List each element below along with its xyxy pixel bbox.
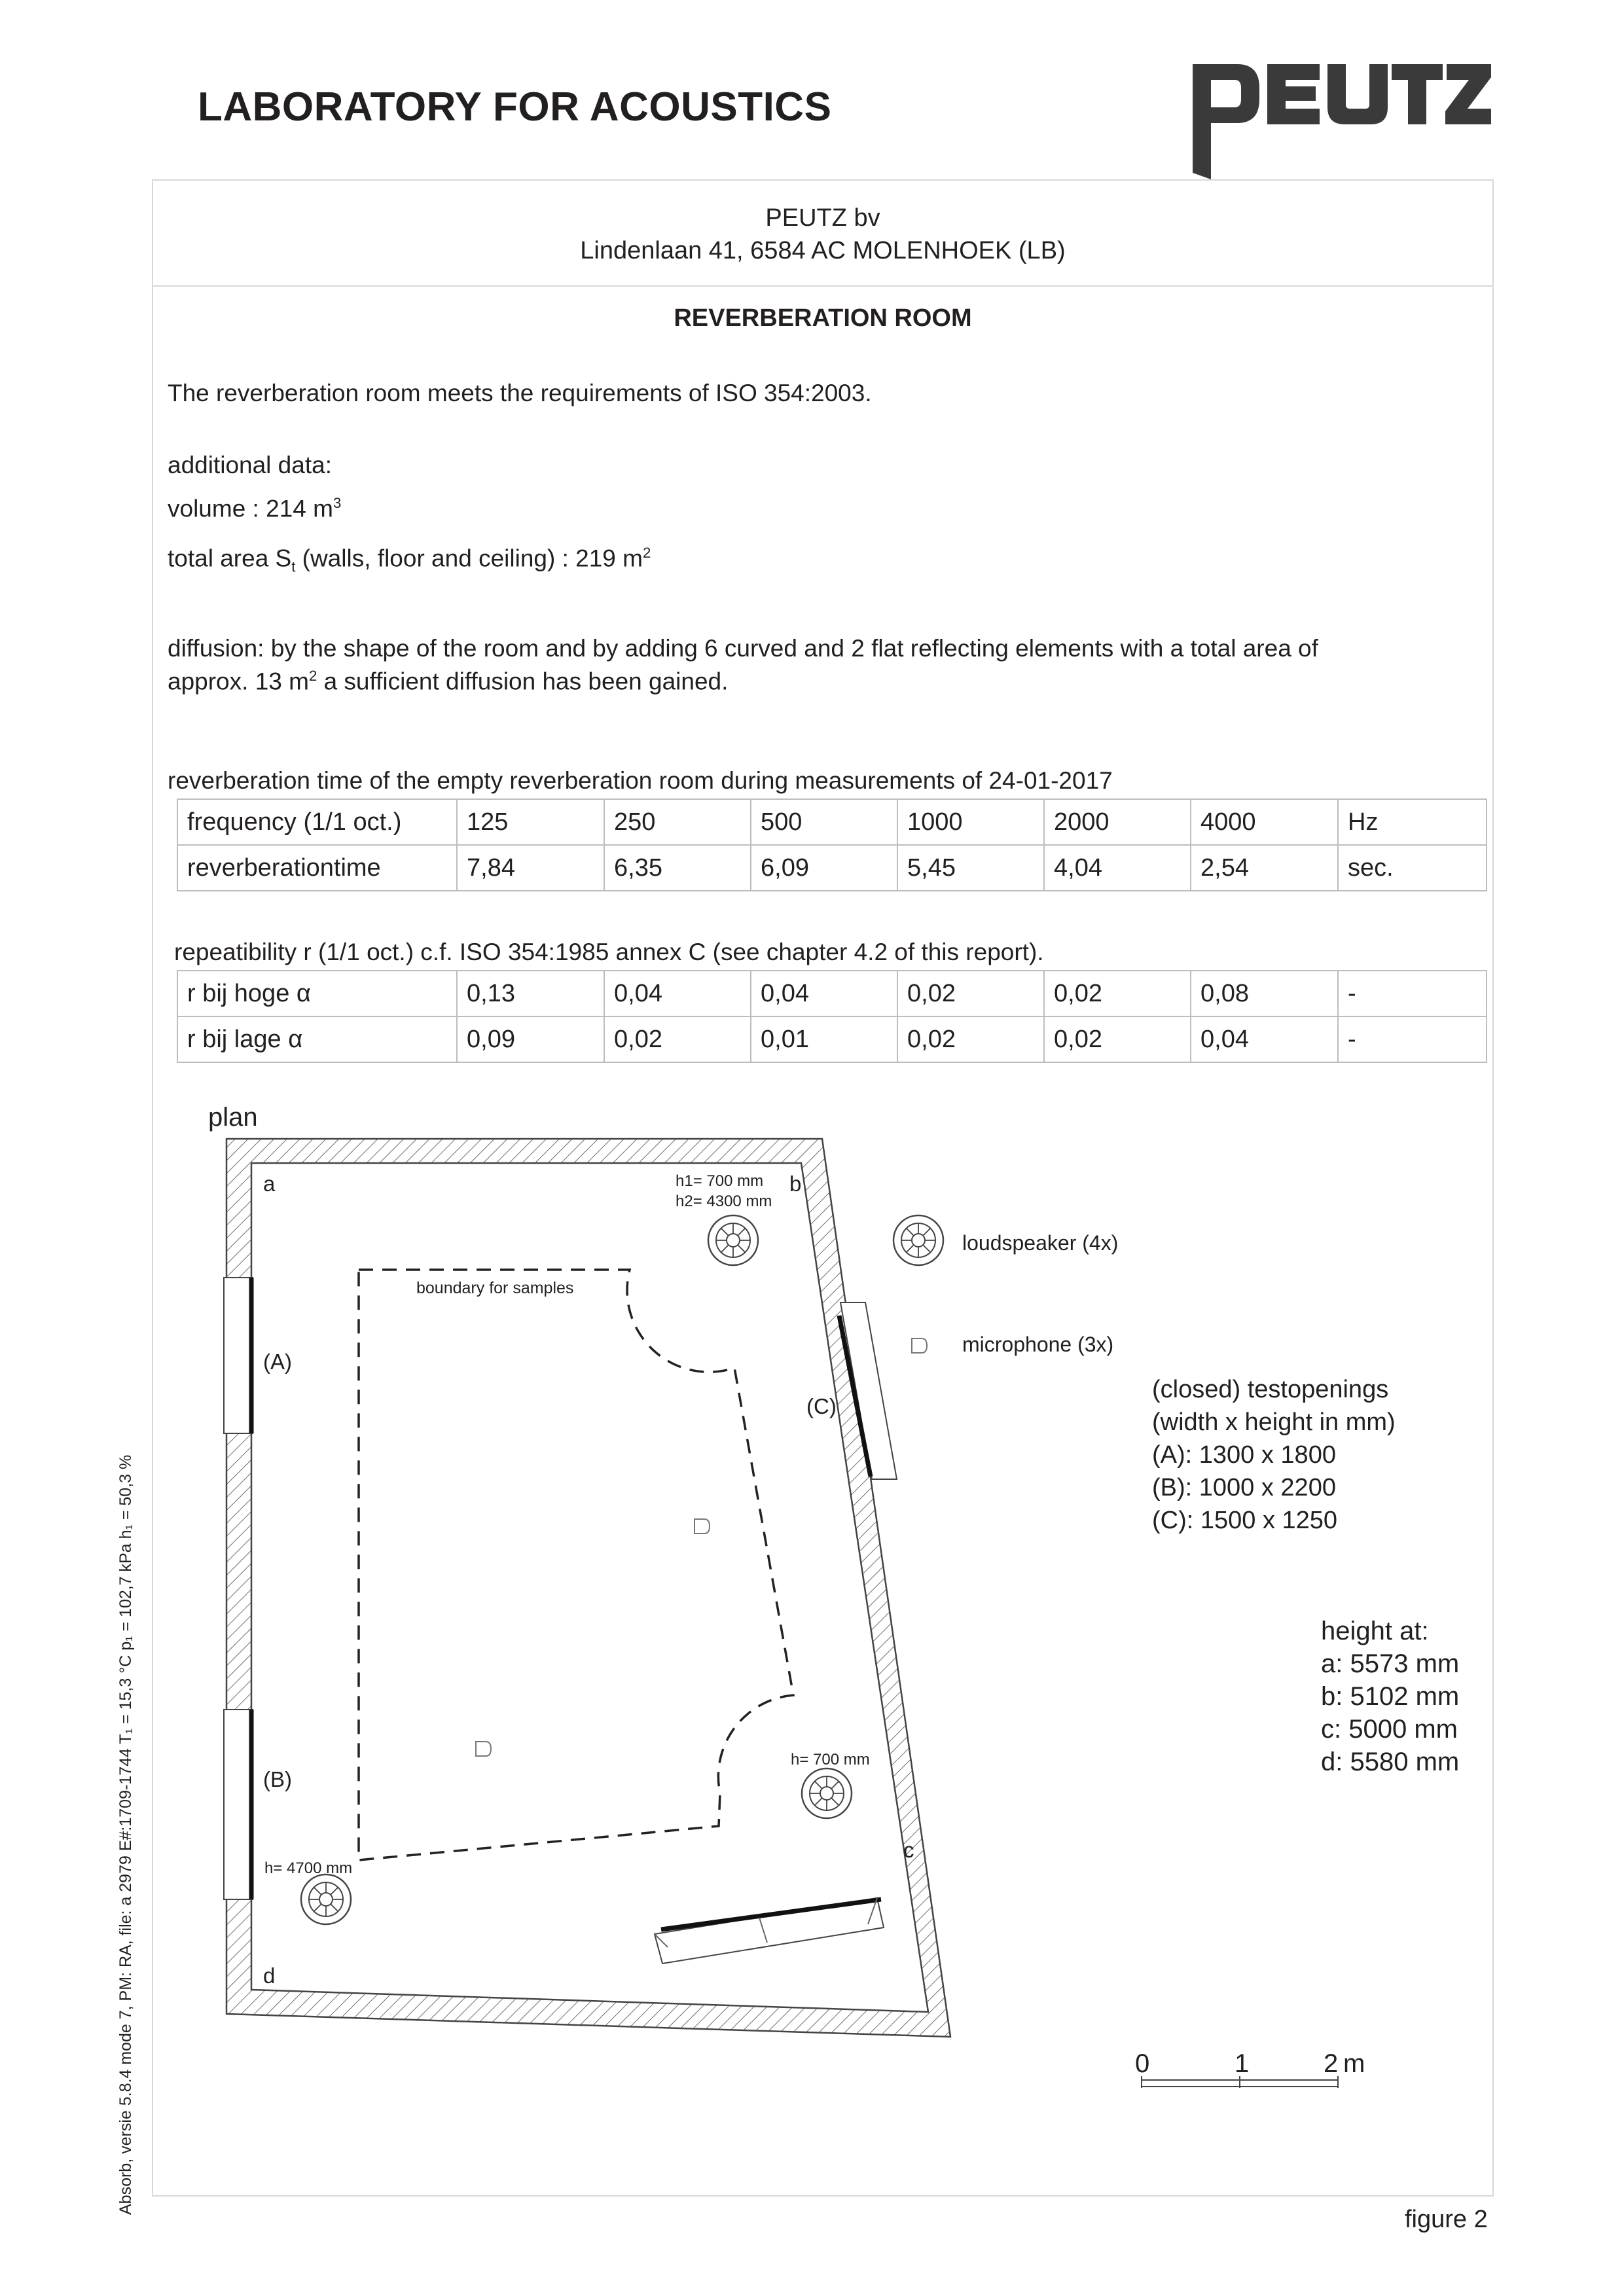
microphone-icon — [912, 1338, 927, 1353]
table-cell: 0,09 — [457, 1016, 604, 1062]
door-gap — [655, 1898, 884, 1964]
table-cell: 0,02 — [897, 971, 1044, 1016]
corner-d-label: d — [263, 1964, 276, 1988]
total-area-text: total area $S_t$ (walls, floor and ceiling) : 219 $m^2$ — [168, 545, 651, 575]
scale-bar — [1142, 2076, 1338, 2088]
sample-boundary — [359, 1270, 793, 1860]
height-c-label: h= 700 mm — [791, 1751, 870, 1768]
corner-a-label: a — [263, 1172, 276, 1196]
table-cell: 250 — [604, 799, 751, 845]
table-cell: 0,04 — [751, 971, 897, 1016]
volume-text: volume : 214 $m^3$ — [168, 495, 342, 522]
height-h1-label: h1= 700 mm — [676, 1172, 764, 1190]
table-cell: 0,13 — [457, 971, 604, 1016]
table-cell: 0,04 — [1191, 1016, 1338, 1062]
table-cell: 1000 — [897, 799, 1044, 845]
table-cell: 6,09 — [751, 845, 897, 891]
diffusion-line-1: diffusion: by the shape of the room and by adding 6 curved and 2 flat reflecting elements with a total area of — [168, 635, 1318, 662]
additional-heading: additional data: — [168, 452, 332, 478]
scale-tick-1: 1 — [1235, 2049, 1250, 2078]
microphone-legend: microphone (3x) — [962, 1333, 1114, 1356]
loudspeaker-icon — [893, 1215, 943, 1265]
table-cell: 4000 — [1191, 799, 1338, 845]
openings-legend-line: (B): 1000 x 2200 — [1152, 1474, 1336, 1501]
figure-label: figure 2 — [1405, 2206, 1488, 2233]
opening-a-label: (A) — [263, 1350, 292, 1374]
table-cell: 0,02 — [1044, 971, 1191, 1016]
table-cell: 0,02 — [604, 1016, 751, 1062]
microphone-icon — [476, 1742, 491, 1756]
openings-legend-line: (width x height in mm) — [1152, 1408, 1396, 1436]
scale-unit: m — [1343, 2049, 1365, 2078]
company-address: Lindenlaan 41, 6584 AC MOLENHOEK (LB) — [580, 237, 1066, 264]
openings-legend-line: (closed) testopenings — [1152, 1376, 1389, 1403]
loudspeaker-icon — [301, 1874, 351, 1924]
heights-legend-line: c: 5000 mm — [1321, 1715, 1458, 1744]
opening-b-label: (B) — [263, 1767, 292, 1791]
table-cell: 7,84 — [457, 845, 604, 891]
table-cell: r bij hoge α — [177, 971, 457, 1016]
height-d-label: h= 4700 mm — [264, 1859, 353, 1877]
table-cell: 4,04 — [1044, 845, 1191, 891]
heights-legend-line: d: 5580 mm — [1321, 1748, 1460, 1776]
side-note: Absorb, versie 5.8.4 mode 7, PM: RA, file: a 2979 E#:1709-1744 T₁ = 15,3 °C p₁ = 102,7 kPa h₁ = 50,3 % — [117, 1454, 135, 2215]
loudspeaker-icon — [708, 1215, 758, 1265]
height-h2-label: h2= 4300 mm — [676, 1193, 772, 1210]
table-cell: 0,02 — [1044, 1016, 1191, 1062]
scale-tick-2: 2 — [1324, 2049, 1339, 2078]
table-cell: reverberationtime — [177, 845, 457, 891]
loudspeaker-legend: loudspeaker (4x) — [962, 1231, 1119, 1255]
table-cell: - — [1338, 1016, 1487, 1062]
section-title: REVERBERATION ROOM — [674, 304, 972, 332]
repeat-table-caption: repeatibility r (1/1 oct.) c.f. ISO 354:1985 annex C (see chapter 4.2 of this report). — [174, 939, 1044, 965]
table-cell: 6,35 — [604, 845, 751, 891]
company-name: PEUTZ bv — [765, 204, 880, 232]
table-cell: 2000 — [1044, 799, 1191, 845]
table-cell: 0,01 — [751, 1016, 897, 1062]
table-cell: - — [1338, 971, 1487, 1016]
table-cell: r bij lage α — [177, 1016, 457, 1062]
boundary-label: boundary for samples — [416, 1279, 574, 1297]
table-cell: 2,54 — [1191, 845, 1338, 891]
heights-legend-line: a: 5573 mm — [1321, 1649, 1460, 1678]
microphone-icon — [695, 1519, 710, 1534]
table-cell: 500 — [751, 799, 897, 845]
openings-legend-line: (C): 1500 x 1250 — [1152, 1507, 1338, 1534]
table-cell: 0,04 — [604, 971, 751, 1016]
openings-legend-line: (A): 1300 x 1800 — [1152, 1441, 1336, 1469]
heights-legend-line: height at: — [1321, 1617, 1429, 1645]
reverb-table-caption: reverberation time of the empty reverberation room during measurements of 24-01-2017 — [168, 767, 1113, 794]
loudspeaker-icon — [802, 1768, 852, 1818]
table-cell: Hz — [1338, 799, 1487, 845]
table-cell: frequency (1/1 oct.) — [177, 799, 457, 845]
intro-text: The reverberation room meets the requirements of ISO 354:2003. — [168, 380, 872, 406]
table-cell: 5,45 — [897, 845, 1044, 891]
diffusion-line-2: approx. 13 $m^2$ a sufficient diffusion has been gained. — [168, 668, 729, 695]
lab-title: LABORATORY FOR ACOUSTICS — [198, 84, 832, 130]
table-cell: 0,08 — [1191, 971, 1338, 1016]
corner-b-label: b — [789, 1172, 802, 1196]
table-cell: 125 — [457, 799, 604, 845]
table-cell: sec. — [1338, 845, 1487, 891]
scale-tick-0: 0 — [1135, 2049, 1150, 2078]
heights-legend-line: b: 5102 mm — [1321, 1682, 1460, 1711]
plan-title: plan — [208, 1103, 258, 1132]
opening-c-label: (C) — [806, 1394, 837, 1418]
table-cell: 0,02 — [897, 1016, 1044, 1062]
corner-c-label: c — [903, 1838, 914, 1862]
